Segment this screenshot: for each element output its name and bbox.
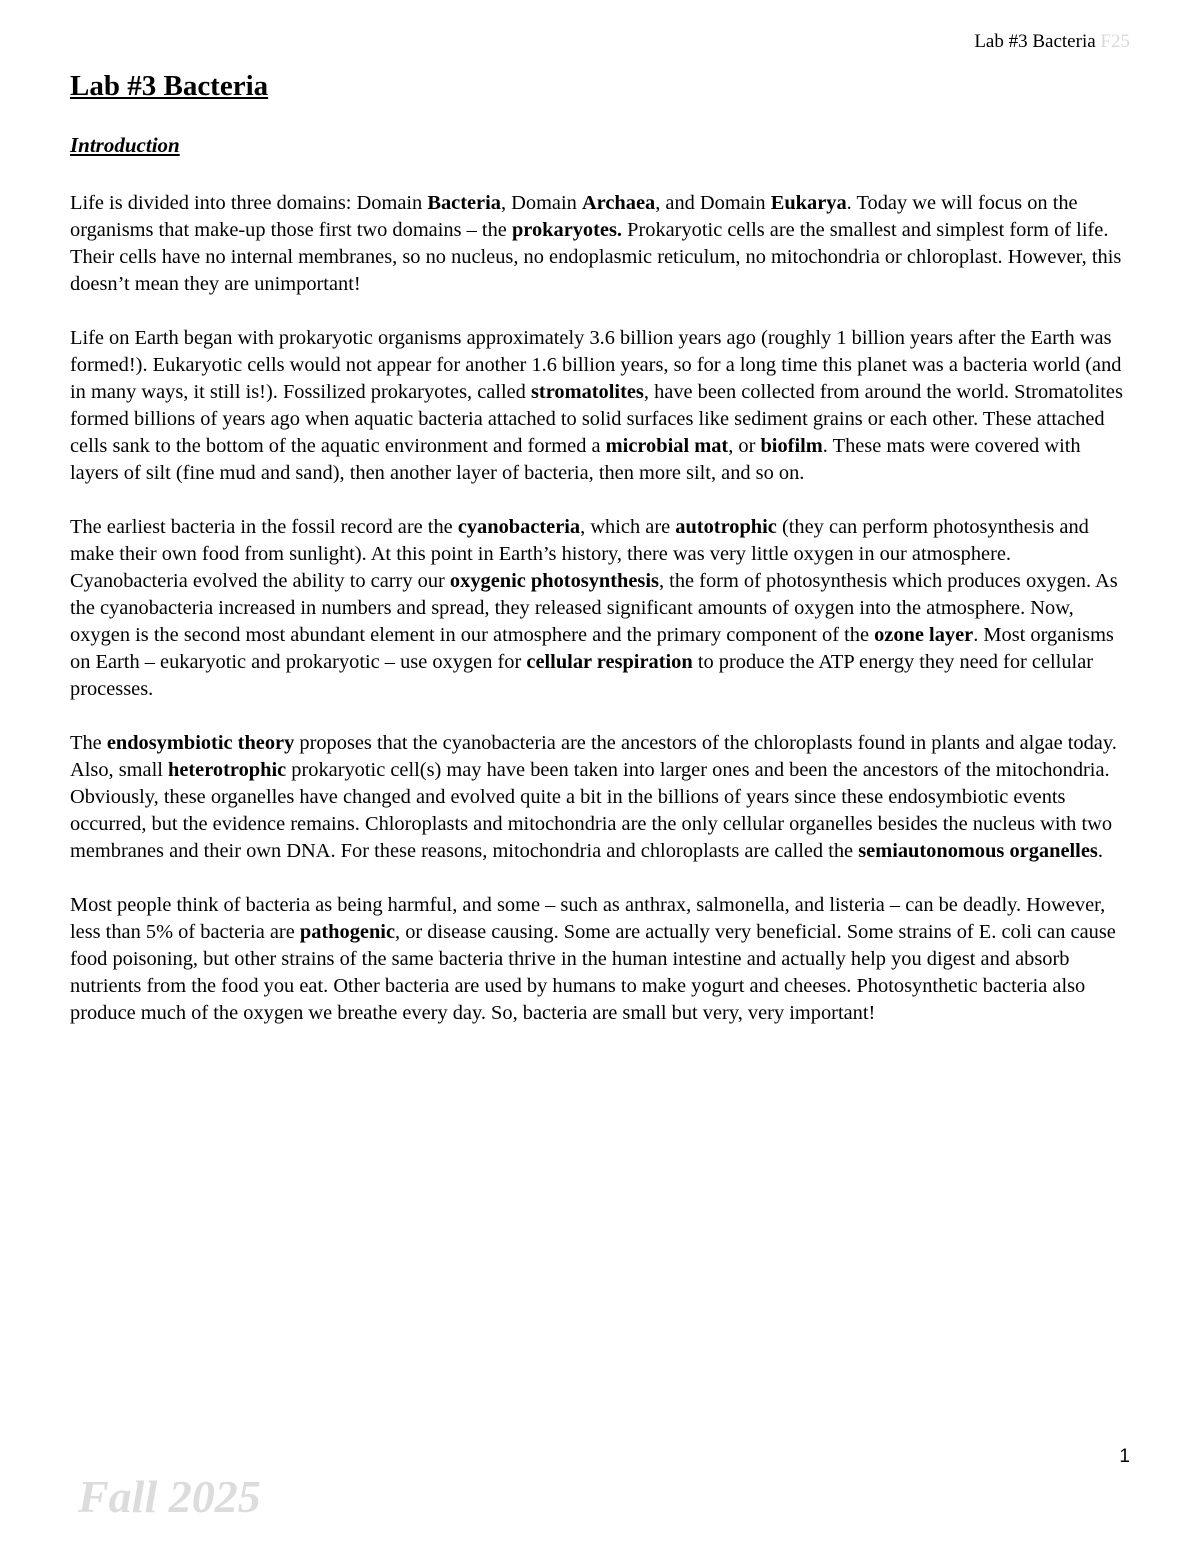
bold-term: cyanobacteria [457, 516, 581, 538]
text-run: Most people think of bacteria as being harmful, and some – such as anthrax, salmonella, and listeria – can be deadly. However, less than 5% of bacteria are [70, 894, 1106, 943]
bold-term: heterotrophic [168, 759, 287, 781]
paragraph-endosymbiotic [70, 730, 1130, 865]
text-run: The [70, 732, 107, 754]
body-text [70, 190, 1130, 1054]
text-run: , which are [580, 516, 676, 538]
bold-term: endosymbiotic theory [106, 732, 295, 754]
bold-term: cellular respiration [526, 651, 693, 673]
text-run: Prokaryotic cells are the smallest and simplest form of life. Their cells have no internal membranes, so no nucleus, no endoplasmic reticulum, no mitochondria or chloroplast. However, this doesn’t mean they are unimportant! [70, 219, 1122, 295]
paragraph-cyanobacteria [70, 514, 1130, 703]
header-term: F25 [1100, 31, 1130, 52]
text-run: , the form of photosynthesis which produces oxygen. As the cyanobacteria increased in numbers and spread, they released significant amounts of oxygen into the atmosphere. Now, oxygen is the second most abundant element in our atmosphere and the primary component of the [70, 570, 1118, 646]
page-number: 1 [1119, 1446, 1130, 1467]
text-run: (they can perform photosynthesis and make their own food from sunlight). At this point in Earth’s history, there was very little oxygen in our atmosphere. Cyanobacteria evolved the ability to carry our [70, 516, 1089, 592]
paragraph-early-life [70, 325, 1130, 487]
text-run: Life on Earth began with prokaryotic organisms approximately 3.6 billion years ago (roughly 1 billion years after the Earth was formed!). Eukaryotic cells would not appear for another 1.6 billion years, so for a long time this planet was a bacteria world (and in many ways, it still is!). Fossilized prokaryotes, called [70, 327, 1122, 403]
page-title: Lab #3 Bacteria [70, 70, 269, 102]
text-run: , Domain [500, 192, 582, 214]
bold-term: autotrophic [675, 516, 777, 538]
text-run: . Today we will focus on the organisms that make-up those first two domains – the [70, 192, 1078, 241]
text-run: . Most organisms on Earth – eukaryotic and prokaryotic – use oxygen for [70, 624, 1114, 673]
text-run: , or [728, 435, 761, 457]
bold-term: biofilm [760, 435, 823, 457]
bold-term: oxygenic photosynthesis [449, 570, 659, 592]
fall-2025-watermark: Fall 2025 [78, 1471, 261, 1522]
text-run: to produce the ATP energy they need for cellular processes. [70, 651, 1094, 700]
text-run: . [1097, 840, 1103, 862]
bold-term: microbial mat [605, 435, 729, 457]
bold-term: Eukarya [770, 192, 847, 214]
text-run: . These mats were covered with layers of silt (fine mud and sand), then another layer of bacteria, then more silt, and so on. [70, 435, 1081, 484]
text-run: , or disease causing. Some are actually very beneficial. Some strains of E. coli can cause food poisoning, but other strains of the same bacteria thrive in the human intestine and actually help you digest and absorb nutrients from the food you eat. Other bacteria are used by humans to make yogurt and cheeses. Photosynthetic bacteria also produce much of the oxygen we breathe every day. So, bacteria are small but very, very important! [70, 921, 1116, 1024]
header-title: Lab #3 Bacteria [974, 31, 1096, 52]
section-heading-introduction: Introduction [70, 133, 180, 157]
paragraph-harmful-beneficial [70, 892, 1130, 1027]
bold-term: prokaryotes. [511, 219, 623, 241]
paragraph-domains [70, 190, 1130, 298]
text-run: Life is divided into three domains: Domain [70, 192, 428, 214]
bold-term: stromatolites [530, 381, 644, 403]
text-run: , and Domain [655, 192, 771, 214]
bold-term: Bacteria [427, 192, 501, 214]
text-run: The earliest bacteria in the fossil record are the [70, 516, 458, 538]
text-run: , have been collected from around the world. Stromatolites formed billions of years ago when aquatic bacteria attached to solid surfaces like sediment grains or each other. These attached cells sank to the bottom of the aquatic environment and formed a [70, 381, 1123, 457]
bold-term: pathogenic [299, 921, 396, 943]
text-run: proposes that the cyanobacteria are the ancestors of the chloroplasts found in plants and algae today. Also, small [70, 732, 1117, 781]
bold-term: ozone layer [874, 624, 974, 646]
bold-term: semiautonomous organelles [858, 840, 1098, 862]
text-run: prokaryotic cell(s) may have been taken into larger ones and been the ancestors of the mitochondria. Obviously, these organelles have changed and evolved quite a bit in the billions of years since these endosymbiotic events occurred, but the evidence remains. Chloroplasts and mitochondria are the only cellular organelles besides the nucleus with two membranes and their own DNA. For these reasons, mitochondria and chloroplasts are called the [70, 759, 1113, 862]
bold-term: Archaea [581, 192, 656, 214]
running-header [974, 31, 1130, 53]
